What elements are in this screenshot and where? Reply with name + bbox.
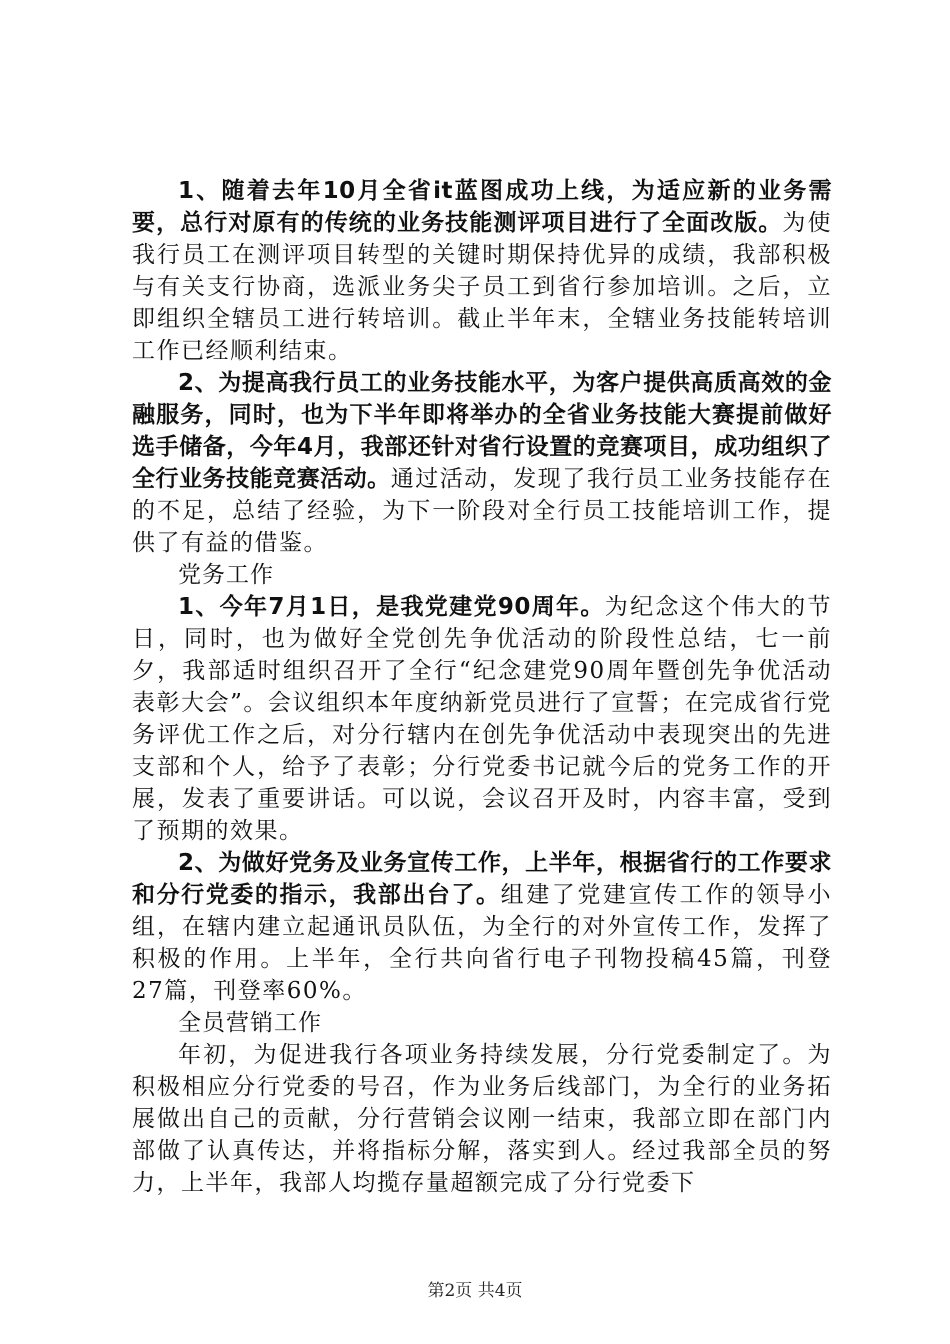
paragraph-body: 为纪念这个伟大的节日，同时，也为做好全党创先争优活动的阶段性总结，七一前夕，我部适时组织召开了全行“纪念建党90周年暨创先争优活动表彰大会”。会议组织本年度纳新党员进行了宣誓；在完成省行党务评优工作之后，对分行辖内在创先争优活动中表现突出的先进支部和个人，给予了表彰；分行党委书记就今后的党务工作的开展，发表了重要讲话。可以说，会议召开及时，内容丰富，受到了预期的效果。 [132,594,832,844]
section-heading-marketing: 全员营销工作 [178,1010,322,1036]
paragraph-body: 通过活动，发现了我行员工业务技能存在的不足，总结了经验，为下一阶段对全行员工技能培训工作，提供了有益的借鉴。 [132,466,833,556]
paragraph-lead-bold: 2、为提高我行员工的业务技能水平，为客户提供高质高效的金融服务，同时，也为下半年即将举办的全省业务技能大赛提前做好选手储备，今年4月，我部还针对省行设置的竞赛项目，成功组织了全行业务技能竞赛活动。 [132,370,832,492]
paragraph-publicity [132,847,832,1007]
paragraph-body: 为使我行员工在测评项目转型的关键时期保持优异的成绩，我部积极与有关支行协商，选派业务尖子员工到省行参加培训。之后，立即组织全辖员工进行转培训。截止半年末，全辖业务技能转培训工作已经顺利结束。 [132,210,833,364]
paragraph-body: 组建了党建宣传工作的领导小组，在辖内建立起通讯员队伍，为全行的对外宣传工作，发挥了积极的作用。上半年，全行共向省行电子刊物投稿45篇，刊登27篇，刊登率60%。 [132,882,833,1004]
section-heading-party: 党务工作 [178,562,274,588]
paragraph-lead-bold: 1、今年7月1日，是我党建党90周年。 [178,594,605,620]
paragraph-it-blueprint [132,175,832,367]
document-body [132,175,832,1199]
paragraph-marketing: 年初，为促进我行各项业务持续发展，分行党委制定了。为积极相应分行党委的号召，作为业务后线部门，为全行的业务拓展做出自己的贡献，分行营销会议刚一结束，我部立即在部门内部做了认真传达，并将指标分解，落实到人。经过我部全员的努力，上半年，我部人均揽存量超额完成了分行党委下 [132,1042,832,1196]
paragraph-skills-competition [132,367,832,559]
paragraph-party-anniversary [132,591,832,847]
page-footer: 第2页 共4页 [427,1281,523,1301]
paragraph-lead-bold: 2、为做好党务及业务宣传工作，上半年，根据省行的工作要求和分行党委的指示，我部出台了。 [132,850,832,908]
paragraph-lead-bold: 1、随着去年10月全省it蓝图成功上线，为适应新的业务需要，总行对原有的传统的业务技能测评项目进行了全面改版。 [132,178,832,236]
